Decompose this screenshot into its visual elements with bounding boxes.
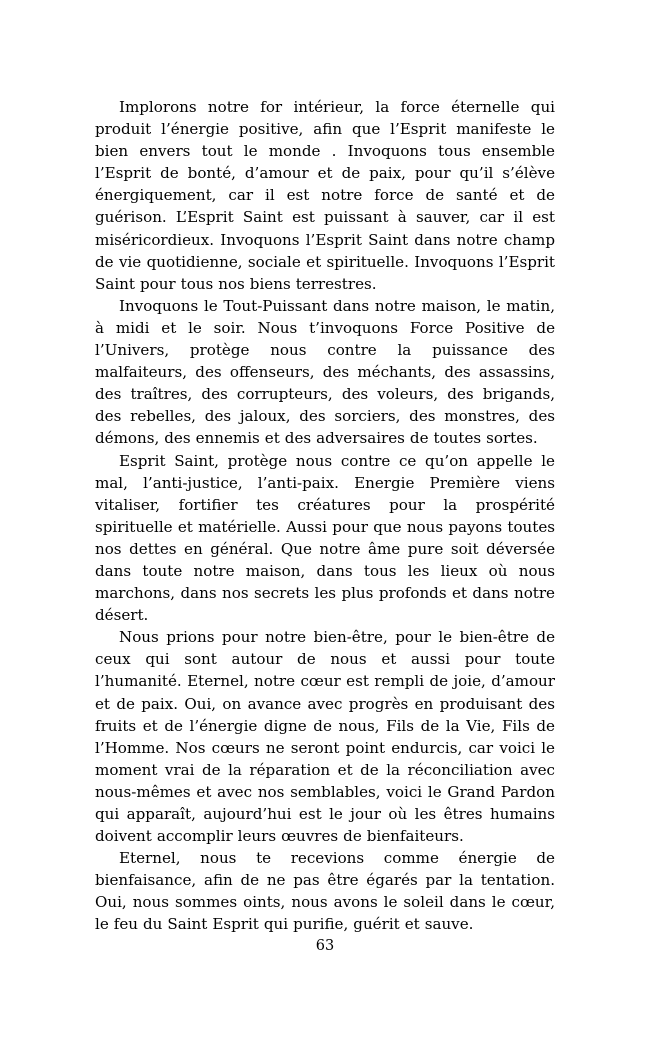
paragraph: Nous prions pour notre bien-être, pour le bien-être de ceux qui sont autour de nous et aussi pour toute l’humanité. Eternel, notre cœur est rempli de joie, d’amour et de paix. Oui, on avance avec progrès en produisant des fruits et de l’énergie digne de nous, Fils de la Vie, Fils de l’Homme. Nos cœurs ne seront point endurcis, car voici le moment vrai de la réparation et de la réconciliation avec nous-mêmes et avec nos semblables, voici le Grand Pardon qui apparaît, aujourd’hui est le jour où les êtres humains doivent accomplir leurs œuvres de bienfaiteurs. [95, 628, 555, 846]
page-body [95, 96, 555, 936]
paragraph: Eternel, nous te recevions comme énergie de bienfaisance, afin de ne pas être égarés par la tentation. Oui, nous sommes oints, nous avons le soleil dans le cœur, le feu du Saint Esprit qui purifie, guérit et sauve. [95, 849, 555, 934]
paragraph: Esprit Saint, protège nous contre ce qu’on appelle le mal, l’anti-justice, l’anti-paix. Energie Première viens vitaliser, fortifier tes créatures pour la prospérité spirituelle et matérielle. Aussi pour que nous payons toutes nos dettes en général. Que notre âme pure soit déversée dans toute notre maison, dans tous les lieux où nous marchons, dans nos secrets les plus profonds et dans notre désert. [95, 451, 555, 625]
paragraph: Invoquons le Tout-Puissant dans notre maison, le matin, à midi et le soir. Nous t’invoquons Force Positive de l’Univers, protège nous contre la puissance des malfaiteurs, des offenseurs, des méchants, des assassins, des traîtres, des corrupteurs, des voleurs, des brigands, des rebelles, des jaloux, des sorciers, des monstres, des démons, des ennemis et des adversaires de toutes sortes. [95, 296, 555, 448]
page-number: 63 [315, 938, 335, 954]
paragraph: Implorons notre for intérieur, la force éternelle qui produit l’énergie positive, afin que l’Esprit manifeste le bien envers tout le monde . Invoquons tous ensemble l’Esprit de bonté, d’amour et de paix, pour qu’il s’élève énergiquement, car il est notre force de santé et de guérison. L’Esprit Saint est puissant à sauver, car il est miséricordieux. Invoquons l’Esprit Saint dans notre champ de vie quotidienne, sociale et spirituelle. Invoquons l’Esprit Saint pour tous nos biens terrestres. [95, 98, 555, 293]
